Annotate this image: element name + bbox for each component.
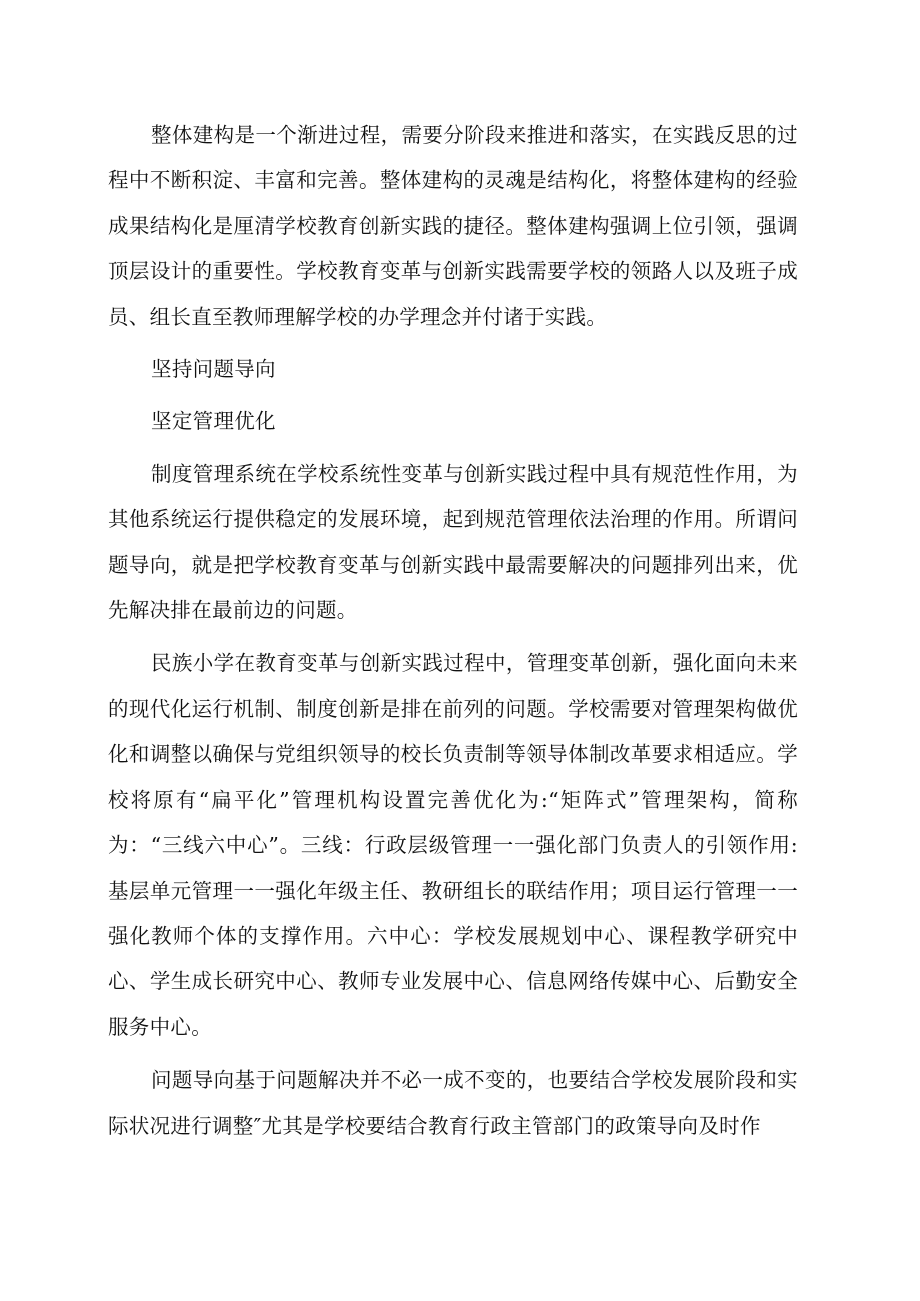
- paragraph-management-system: 制度管理系统在学校系统性变革与创新实践过程中具有规范性作用，为其他系统运行提供稳定的发展环境，起到规范管理依法治理的作用。所谓问题导向，就是把学校教育变革与创新实践中最需要解决的问题排列出来，优先解决排在最前边的问题。: [108, 461, 798, 623]
- heading-problem-orientation: 坚持问题导向: [151, 357, 276, 382]
- paragraph-problem-adjustment: 问题导向基于问题解决并不必一成不变的，也要结合学校发展阶段和实际状况进行调整″尤其是学校要结合教育行政主管部门的政策导向及时作: [108, 1068, 798, 1138]
- paragraph-ethnic-primary-school: 民族小学在教育变革与创新实践过程中，管理变革创新，强化面向未来的现代化运行机制、制度创新是排在前列的问题。学校需要对管理架构做优化和调整以确保与党组织领导的校长负责制等领导体制改革要求相适应。学校将原有“扁平化”管理机构设置完善优化为:“矩阵式”管理架构，简称为：“三线六中心”。三线：行政层级管理一一强化部门负责人的引领作用:基层单元管理一一强化年级主任、教研组长的联结作用；项目运行管理一一强化教师个体的支撑作用。六中心：学校发展规划中心、课程教学研究中心、学生成长研究中心、教师专业发展中心、信息网络传媒中心、后勤安全服务中心。: [108, 651, 798, 1039]
- paragraph-overall-construction: 整体建构是一个渐进过程，需要分阶段来推进和落实，在实践反思的过程中不断积淀、丰富和完善。整体建构的灵魂是结构化，将整体建构的经验成果结构化是厘清学校教育创新实践的捷径。整体建构强调上位引领，强调顶层设计的重要性。学校教育变革与创新实践需要学校的领路人以及班子成员、组长直至教师理解学校的办学理念并付诸于实践。: [108, 123, 798, 329]
- document-body: [108, 113, 798, 1149]
- heading-management-optimization: 坚定管理优化: [151, 409, 276, 434]
